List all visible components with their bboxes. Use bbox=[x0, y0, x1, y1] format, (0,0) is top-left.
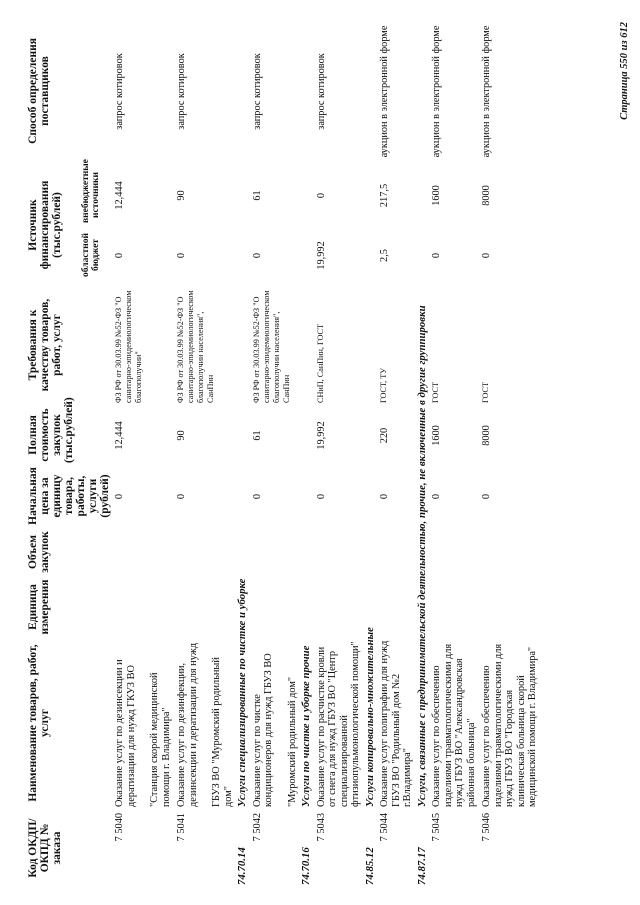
row-total: 19,992 bbox=[315, 421, 327, 450]
row-total: 1600 bbox=[431, 425, 442, 446]
page-number: Страница 550 из 612 bbox=[619, 22, 630, 120]
row-method: аукцион в электронной форме bbox=[481, 25, 492, 158]
row-price: 0 bbox=[251, 493, 263, 500]
header-method: Способ определения поставщиков bbox=[27, 38, 51, 144]
group-row bbox=[300, 17, 314, 887]
row-name: Оказание услуг полиграфии для нужд ГБУЗ ВО "Родильный дом №2 г.Владимира" bbox=[379, 640, 413, 807]
row-code: 7 5040 bbox=[114, 813, 125, 842]
row-regional: 19,992 bbox=[315, 241, 327, 270]
table-header-row bbox=[26, 17, 80, 887]
header-name: Наименование товаров, работ, услуг bbox=[27, 644, 51, 802]
table-row bbox=[250, 17, 301, 887]
row-price: 0 bbox=[379, 493, 390, 500]
group-code: 74.70.14 bbox=[236, 847, 248, 885]
group-title: Услуги копировально-множительные bbox=[363, 627, 376, 807]
header-code: Код ОКДП/ ОКПД № заказа bbox=[27, 818, 63, 878]
table-row bbox=[174, 17, 236, 887]
row-code: 7 5046 bbox=[481, 813, 492, 842]
row-code: 7 5041 bbox=[176, 813, 187, 842]
row-total: 12,444 bbox=[114, 421, 125, 450]
row-method: аукцион в электронной форме bbox=[379, 25, 390, 158]
row-name bbox=[250, 637, 301, 809]
group-title: Услуги по чистке и уборке прочие bbox=[300, 645, 312, 807]
row-name-part: ГБУЗ ВО "Муромский родильный дом" bbox=[211, 657, 234, 807]
header-start-price: Начальная цена за единицу товара, работы, услуги (рублей) bbox=[27, 467, 111, 525]
row-volume bbox=[112, 527, 174, 577]
table-row bbox=[112, 17, 174, 887]
header-total: Полная стоимость закупок (тыс.рублей) bbox=[27, 397, 75, 463]
row-total: 61 bbox=[251, 430, 263, 441]
row-regional: 0 bbox=[176, 252, 187, 259]
row-volume bbox=[479, 527, 541, 577]
row-method: запрос котировок bbox=[315, 53, 327, 130]
row-name bbox=[112, 637, 174, 809]
row-regional: 0 bbox=[114, 252, 125, 259]
group-title: Услуги, связанные с предпринимательской деятельностью, прочие, не включенные в другие группировки bbox=[415, 305, 428, 807]
row-code: 7 5043 bbox=[315, 813, 327, 842]
row-name-part: Оказание услуг по дезинфекции, дезинсекции и дератизации для нужд bbox=[176, 642, 199, 807]
row-extra: 217,5 bbox=[379, 183, 390, 208]
row-regional: 0 bbox=[481, 252, 492, 259]
row-requirements: ФЗ РФ от 30.03.99 №52-ФЗ "О санитарно-эпидемиологическом благополучии населения", СанПин bbox=[251, 290, 291, 403]
group-row bbox=[364, 17, 378, 887]
row-price: 0 bbox=[114, 493, 125, 500]
row-extra: 12,444 bbox=[114, 181, 125, 210]
row-extra: 61 bbox=[251, 190, 263, 201]
row-volume bbox=[377, 527, 416, 577]
row-extra: 1600 bbox=[431, 185, 442, 206]
row-volume bbox=[250, 527, 301, 577]
group-code: 74.85.12 bbox=[363, 847, 376, 885]
row-code: 7 5044 bbox=[379, 813, 390, 842]
row-total: 220 bbox=[379, 427, 390, 444]
group-row bbox=[236, 17, 250, 887]
row-unit bbox=[479, 577, 541, 637]
group-code: 74.70.16 bbox=[300, 847, 312, 885]
row-total: 8000 bbox=[481, 425, 492, 446]
row-requirements: СНиП, СанПин, ГОСТ bbox=[315, 323, 325, 403]
row-unit bbox=[174, 577, 236, 637]
table-row bbox=[377, 17, 416, 887]
row-price: 0 bbox=[315, 493, 327, 500]
row-total: 90 bbox=[176, 430, 187, 441]
row-code: 7 5042 bbox=[251, 813, 263, 842]
row-price: 0 bbox=[431, 493, 442, 500]
row-name: Оказание услуг по обеспечению изделиями травматологическими для нужд ГБУЗ ВО "Городская клиническая больница скорой медицинской помощи г. Владимира" bbox=[481, 643, 538, 807]
procurement-table bbox=[26, 17, 541, 887]
row-requirements: ГОСТ bbox=[481, 381, 490, 403]
row-method: запрос котировок bbox=[251, 53, 263, 130]
group-code: 74.87.17 bbox=[415, 847, 428, 885]
header-fin-extra: внебюджетные источники bbox=[81, 159, 102, 223]
row-method: запрос котировок bbox=[176, 53, 187, 130]
row-name-part: "Муромский родильный дом" bbox=[286, 676, 298, 807]
row-extra: 8000 bbox=[481, 185, 492, 206]
row-requirements: ФЗ РФ от 30.03.99 №52-ФЗ "О санитарно-эпидемиологическом благополучии населения", СанПин bbox=[176, 290, 215, 403]
header-unit: Единица измерения bbox=[27, 579, 51, 635]
row-name: Оказание услуг по расчистке кровли от снега для нужд ГБУЗ ВО "Центр специализированной фтизиопульмонологической помощи" bbox=[315, 641, 361, 807]
row-name-part: Оказание услуг по чистке кондиционеров для нужд ГБУЗ ВО bbox=[251, 653, 274, 807]
row-price: 0 bbox=[176, 493, 187, 500]
row-unit bbox=[377, 577, 416, 637]
row-extra: 0 bbox=[315, 192, 327, 199]
row-unit bbox=[112, 577, 174, 637]
row-name bbox=[174, 637, 236, 809]
row-regional: 0 bbox=[431, 252, 442, 259]
row-requirements: ГОСТ bbox=[431, 381, 440, 403]
group-title: Услуги специализированные по чистке и уборке bbox=[236, 578, 248, 807]
table-row bbox=[429, 17, 479, 887]
row-code: 7 5045 bbox=[431, 813, 442, 842]
row-unit bbox=[429, 577, 479, 637]
row-volume bbox=[429, 527, 479, 577]
table-row bbox=[314, 17, 364, 887]
header-requirements: Требования к качеству товаров, работ, услуг bbox=[27, 298, 63, 392]
header-financing: Источник финансирования (тыс.рублей) bbox=[27, 180, 63, 270]
row-method: запрос котировок bbox=[114, 53, 125, 130]
row-regional: 2,5 bbox=[379, 249, 390, 262]
row-price: 0 bbox=[481, 493, 492, 500]
row-volume bbox=[174, 527, 236, 577]
row-requirements: ГОСТ, ТУ bbox=[379, 367, 388, 403]
row-method: аукцион в электронной форме bbox=[431, 25, 442, 158]
header-fin-regional: областной бюджет bbox=[81, 233, 102, 277]
row-regional: 0 bbox=[251, 252, 263, 259]
group-row bbox=[416, 17, 430, 887]
row-volume bbox=[314, 527, 364, 577]
row-extra: 90 bbox=[176, 190, 187, 201]
table-row bbox=[479, 17, 541, 887]
row-name: Оказание услуг по обеспечению изделиями травматологическими для нужд ГБУЗ ВО "Александровская районная больница" bbox=[431, 643, 477, 807]
row-requirements: ФЗ РФ от 30.03.99 №52-ФЗ "О санитарно-эпидемиологическом благополучии" bbox=[114, 290, 143, 403]
row-unit bbox=[250, 577, 301, 637]
header-volume: Объем закупок bbox=[27, 531, 51, 573]
row-unit bbox=[314, 577, 364, 637]
row-name-part: "Станция скорой медицинской помощи г. Владимира" bbox=[149, 672, 172, 807]
row-name-part: Оказание услуг по дезинсекции и дератизации для нужд ГКУЗ ВО bbox=[114, 659, 137, 807]
